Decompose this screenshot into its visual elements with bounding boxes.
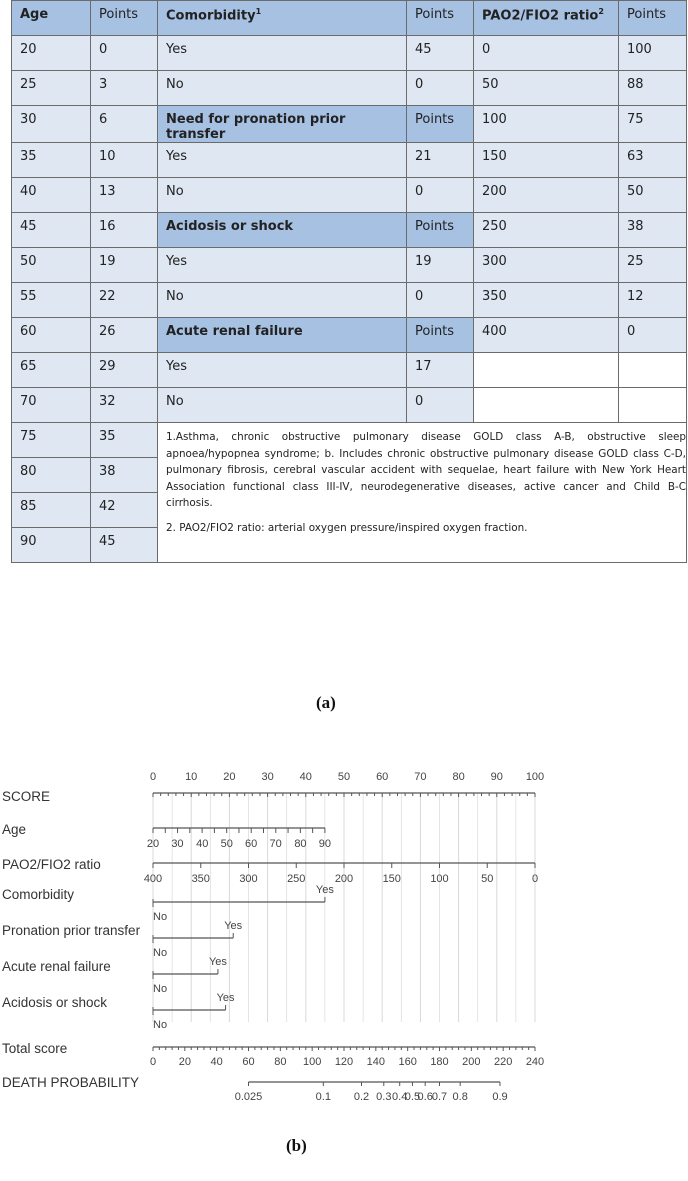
total-tick-label: 140 <box>366 1056 386 1068</box>
score-tick-label: 40 <box>299 771 312 783</box>
header-comorbidity-points: Points <box>407 1 474 36</box>
age-points-cell: 6 <box>91 106 158 143</box>
pf-tick-label: 250 <box>287 873 306 885</box>
age-points-cell: 19 <box>91 248 158 283</box>
score-tick-label: 20 <box>223 771 236 783</box>
points-table <box>11 0 687 563</box>
age-tick-label: 40 <box>196 838 209 850</box>
death-tick-label: 0.8 <box>452 1091 468 1103</box>
footnote-2: 2. PAO2/FIO2 ratio: arterial oxygen pressure/inspired oxygen fraction. <box>166 521 528 534</box>
pf-ratio-cell: 350 <box>474 283 619 318</box>
age-points-cell: 26 <box>91 318 158 353</box>
age-tick-label: 30 <box>171 838 184 850</box>
table-row <box>12 36 687 71</box>
empty-cell <box>474 388 619 423</box>
footnote-1: 1.Asthma, chronic obstructive pulmonary disease GOLD class A-B, obstructive sleep apnoea/hypopnea syndrome; b. Includes chronic obstructive pulmonary disease GOLD class C-D, pulmonary fibrosis, cerebral vascular accident with sequelae, heart failure with New York Heart Association functional class III-IV, neurodegenerative diseases, active cancer and Child B-C cirrhosis. <box>166 431 686 509</box>
age-points-cell: 13 <box>91 178 158 213</box>
acute-renal-failure-yes-label: Yes <box>208 956 227 968</box>
comorbidity-yes-label: Yes <box>315 884 334 896</box>
factor-level-cell: No <box>158 178 407 213</box>
factor-level-cell: Yes <box>158 36 407 71</box>
table-header-row <box>12 1 687 36</box>
footnotes-cell <box>158 423 687 563</box>
pf-tick-label: 0 <box>531 873 539 885</box>
nomogram-chart <box>0 760 688 1130</box>
pf-ratio-cell: 50 <box>474 71 619 106</box>
acidosis-shock-yes-label: Yes <box>216 992 235 1004</box>
age-points-cell: 32 <box>91 388 158 423</box>
age-cell: 45 <box>12 213 91 248</box>
total-tick-label: 160 <box>398 1056 417 1068</box>
score-tick-label: 0 <box>149 771 157 783</box>
factor-level-cell: Yes <box>158 353 407 388</box>
total-tick-label: 200 <box>462 1056 481 1068</box>
death-tick-label: 0.7 <box>431 1091 448 1103</box>
total-tick-label: 0 <box>149 1056 157 1068</box>
header-pf-points: Points <box>619 1 687 36</box>
pf-tick-label: 150 <box>382 873 401 885</box>
pf-points-cell: 0 <box>619 318 687 353</box>
total-tick-label: 80 <box>274 1056 287 1068</box>
total-score-label: Total score <box>2 1041 68 1056</box>
pf-tick-label: 350 <box>191 873 210 885</box>
table-row <box>12 388 687 423</box>
pf-ratio-cell: 300 <box>474 248 619 283</box>
score-tick-label: 60 <box>376 771 389 783</box>
acute-renal-failure-row-label: Acute renal failure <box>2 959 111 974</box>
caption-a: (a) <box>316 693 336 712</box>
factor-level-cell: No <box>158 71 407 106</box>
age-points-cell: 0 <box>91 36 158 71</box>
table-row <box>12 423 687 458</box>
acidosis-shock-row-label: Acidosis or shock <box>2 995 108 1010</box>
age-cell: 40 <box>12 178 91 213</box>
death-tick-label: 0.9 <box>492 1091 508 1103</box>
total-tick-label: 240 <box>525 1056 545 1068</box>
factor-level-cell: No <box>158 388 407 423</box>
header-age-points: Points <box>91 1 158 36</box>
score-tick-label: 80 <box>452 771 465 783</box>
score-tick-label: 90 <box>490 771 503 783</box>
age-cell: 80 <box>12 458 91 493</box>
total-tick-label: 180 <box>430 1056 449 1068</box>
age-points-cell: 3 <box>91 71 158 106</box>
score-tick-label: 10 <box>185 771 198 783</box>
total-tick-label: 40 <box>210 1056 223 1068</box>
death-probability-label: DEATH PROBABILITY <box>2 1075 140 1090</box>
age-cell: 85 <box>12 493 91 528</box>
death-tick-label: 0.3 <box>376 1091 392 1103</box>
header-age: Age <box>12 1 91 36</box>
table-row <box>12 71 687 106</box>
pronation-row-label: Pronation prior transfer <box>2 923 141 938</box>
empty-cell <box>619 388 687 423</box>
score-tick-label: 50 <box>337 771 351 783</box>
age-cell: 25 <box>12 71 91 106</box>
pf-points-cell: 75 <box>619 106 687 143</box>
factor-points-cell: 17 <box>407 353 474 388</box>
table-row <box>12 178 687 213</box>
table-row <box>12 318 687 353</box>
factor-points-cell: 21 <box>407 143 474 178</box>
death-tick-label: 0.025 <box>234 1091 263 1103</box>
factor-points-cell: 19 <box>407 248 474 283</box>
comorbidity-no-label: No <box>153 911 168 923</box>
table-row <box>12 353 687 388</box>
age-points-cell: 22 <box>91 283 158 318</box>
age-points-cell: 29 <box>91 353 158 388</box>
age-tick-label: 90 <box>318 838 332 850</box>
pf-ratio-cell: 150 <box>474 143 619 178</box>
header-comorbidity <box>158 1 407 36</box>
pf-tick-label: 200 <box>334 873 354 885</box>
factor-header: Acidosis or shock <box>158 213 407 248</box>
footnote-ref-2: 2 <box>598 7 604 16</box>
pf-points-cell: 63 <box>619 143 687 178</box>
empty-cell <box>474 353 619 388</box>
factor-level-cell: Yes <box>158 248 407 283</box>
age-cell: 35 <box>12 143 91 178</box>
score-tick-label: 100 <box>525 771 545 783</box>
comorbidity-row-label: Comorbidity <box>2 887 75 902</box>
table-row <box>12 248 687 283</box>
factor-level-cell: Yes <box>158 143 407 178</box>
age-cell: 50 <box>12 248 91 283</box>
death-tick-label: 0.4 <box>392 1091 408 1103</box>
factor-level-cell: No <box>158 283 407 318</box>
pf-ratio-row-label: PAO2/FIO2 ratio <box>2 857 101 872</box>
age-tick-label: 70 <box>269 838 282 850</box>
table-row <box>12 106 687 143</box>
points-table-container <box>11 0 686 563</box>
factor-points-header: Points <box>407 318 474 353</box>
factor-header: Acute renal failure <box>158 318 407 353</box>
pf-tick-label: 300 <box>239 873 258 885</box>
age-cell: 55 <box>12 283 91 318</box>
pf-tick-label: 50 <box>481 873 494 885</box>
footnote-ref-1: 1 <box>255 7 262 16</box>
age-cell: 30 <box>12 106 91 143</box>
table-row <box>12 143 687 178</box>
factor-points-header: Points <box>407 213 474 248</box>
pf-points-cell: 100 <box>619 36 687 71</box>
total-tick-label: 120 <box>334 1056 354 1068</box>
pf-tick-label: 400 <box>143 873 163 885</box>
age-tick-label: 50 <box>220 838 233 850</box>
pf-ratio-cell: 200 <box>474 178 619 213</box>
death-tick-label: 0.1 <box>315 1091 331 1103</box>
factor-header: Need for pronation prior transfer <box>158 106 407 143</box>
pf-points-cell: 25 <box>619 248 687 283</box>
age-points-cell: 16 <box>91 213 158 248</box>
age-cell: 90 <box>12 528 91 563</box>
age-cell: 20 <box>12 36 91 71</box>
factor-points-cell: 0 <box>407 178 474 213</box>
total-tick-label: 60 <box>242 1056 255 1068</box>
pf-points-cell: 50 <box>619 178 687 213</box>
pronation-yes-label: Yes <box>224 920 243 932</box>
total-tick-label: 220 <box>493 1056 513 1068</box>
age-points-cell: 38 <box>91 458 158 493</box>
pf-ratio-cell: 400 <box>474 318 619 353</box>
age-points-cell: 45 <box>91 528 158 563</box>
pronation-no-label: No <box>153 947 168 959</box>
table-row <box>12 213 687 248</box>
score-tick-label: 70 <box>414 771 427 783</box>
age-cell: 70 <box>12 388 91 423</box>
age-points-cell: 35 <box>91 423 158 458</box>
age-row-label: Age <box>2 822 27 837</box>
score-tick-label: 30 <box>261 771 274 783</box>
pf-ratio-cell: 250 <box>474 213 619 248</box>
header-pf-ratio-text: PAO2/FIO2 ratio <box>482 8 599 24</box>
age-tick-label: 20 <box>146 838 160 850</box>
factor-points-cell: 0 <box>407 388 474 423</box>
header-pf-ratio <box>474 1 619 36</box>
empty-cell <box>619 353 687 388</box>
score-axis-label: SCORE <box>2 789 51 804</box>
factor-points-cell: 0 <box>407 71 474 106</box>
age-cell: 65 <box>12 353 91 388</box>
age-points-cell: 42 <box>91 493 158 528</box>
header-comorbidity-text: Comorbidity <box>166 8 256 24</box>
total-tick-label: 100 <box>302 1056 322 1068</box>
pf-points-cell: 38 <box>619 213 687 248</box>
age-cell: 75 <box>12 423 91 458</box>
factor-points-cell: 0 <box>407 283 474 318</box>
pf-tick-label: 100 <box>430 873 449 885</box>
caption-b: (b) <box>286 1136 307 1155</box>
death-tick-label: 0.5 <box>404 1091 421 1103</box>
age-tick-label: 60 <box>245 838 258 850</box>
acidosis-shock-no-label: No <box>153 1019 168 1031</box>
age-cell: 60 <box>12 318 91 353</box>
age-points-cell: 10 <box>91 143 158 178</box>
pf-points-cell: 12 <box>619 283 687 318</box>
table-row <box>12 283 687 318</box>
factor-points-cell: 45 <box>407 36 474 71</box>
pf-ratio-cell: 100 <box>474 106 619 143</box>
factor-points-header: Points <box>407 106 474 143</box>
death-tick-label: 0.6 <box>417 1091 433 1103</box>
acute-renal-failure-no-label: No <box>153 983 168 995</box>
total-tick-label: 20 <box>178 1056 191 1068</box>
pf-ratio-cell: 0 <box>474 36 619 71</box>
age-tick-label: 80 <box>294 838 307 850</box>
death-tick-label: 0.2 <box>353 1091 370 1103</box>
pf-points-cell: 88 <box>619 71 687 106</box>
